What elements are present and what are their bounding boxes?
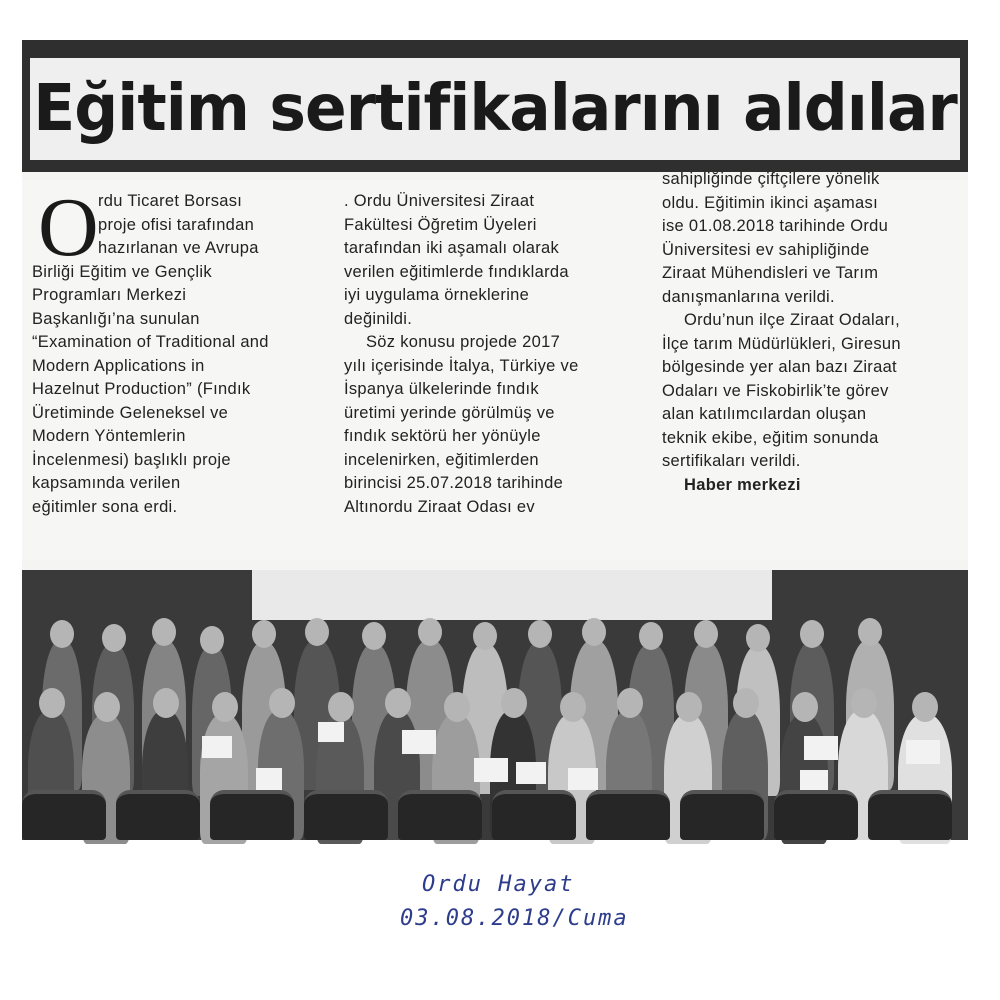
article-line: teknik ekibe, eğitim sonunda (662, 428, 879, 447)
person-head (694, 620, 718, 648)
group-photo (22, 570, 968, 840)
article-line: Hazelnut Production” (Fındık (32, 380, 251, 398)
person-head (385, 688, 411, 718)
article-line: Ziraat Mühendisleri ve Tarım (662, 264, 879, 282)
article-line: oldu. Eğitimin ikinci aşaması (662, 193, 878, 212)
person-head (501, 688, 527, 718)
article-line: eğitimler sona erdi. (32, 497, 178, 516)
article-line: Modern Applications in (32, 356, 205, 375)
person-head (528, 620, 552, 648)
newspaper-clipping (22, 40, 968, 840)
seat (22, 790, 106, 840)
person-head (560, 692, 586, 722)
certificate (516, 762, 546, 784)
article-column-2 (344, 190, 644, 519)
article-line: Üniversitesi ev sahipliğinde (662, 240, 870, 259)
person-head (792, 692, 818, 722)
seat (398, 790, 482, 840)
article-line: incelenirken, eğitimlerden (344, 450, 539, 469)
headline-panel (30, 58, 960, 160)
certificate (804, 736, 838, 760)
article-body (22, 170, 968, 560)
seat (774, 790, 858, 840)
stage-screen (252, 570, 772, 620)
handwritten-publication: Ordu Hayat (422, 872, 575, 897)
article-line: “Examination of Traditional and (32, 333, 269, 351)
person-head (746, 624, 770, 652)
certificate (402, 730, 436, 754)
certificate (474, 758, 508, 782)
seat (116, 790, 200, 840)
person-head (152, 618, 176, 646)
person-head (305, 618, 329, 646)
article-line: Fakültesi Öğretim Üyeleri (344, 215, 537, 234)
seat (586, 790, 670, 840)
byline: Haber merkezi (684, 475, 801, 494)
dropcap-box (32, 181, 102, 274)
article-line: değinildi. (344, 309, 413, 328)
article-line: tarafından iki aşamalı olarak (344, 239, 560, 257)
article-column-3 (662, 168, 962, 497)
article-line: birincisi 25.07.2018 tarihinde (344, 474, 564, 492)
article-line: sertifikaları verildi. (662, 452, 801, 470)
person-head (94, 692, 120, 722)
article-line: Modern Yöntemlerin (32, 427, 186, 445)
person-head (639, 622, 663, 650)
person-head (733, 688, 759, 718)
seat (492, 790, 576, 840)
person-head (39, 688, 65, 718)
person-head (50, 620, 74, 648)
person-head (582, 618, 606, 646)
person-head (269, 688, 295, 718)
dropcap-letter: O (38, 181, 99, 274)
article-line: Altınordu Ziraat Odası ev (344, 497, 535, 516)
article-line: İlçe tarım Müdürlükleri, Giresun (662, 334, 901, 353)
article-line: ise 01.08.2018 tarihinde Ordu (662, 217, 889, 235)
article-line: yılı içerisinde İtalya, Türkiye ve (344, 356, 579, 375)
person-head (444, 692, 470, 722)
person-head (800, 620, 824, 648)
person-head (858, 618, 882, 646)
article-line: rdu Ticaret Borsası (98, 192, 243, 210)
person-head (252, 620, 276, 648)
article-line: Odaları ve Fiskobirlik’te görev (662, 381, 889, 400)
certificate (318, 722, 344, 742)
handwritten-note (400, 868, 700, 936)
article-line: danışmanlarına verildi. (662, 287, 835, 306)
person-head (153, 688, 179, 718)
article-line: Birliği Eğitim ve Gençlik (32, 262, 212, 281)
headline: Eğitim sertifikalarını aldılar (33, 72, 957, 146)
article-line: bölgesinde yer alan bazı Ziraat (662, 358, 897, 376)
person-head (676, 692, 702, 722)
article-line: alan katılımcılardan oluşan (662, 405, 867, 423)
article-line: verilen eğitimlerde fındıklarda (344, 262, 569, 281)
person-head (418, 618, 442, 646)
article-line: Söz konusu projede 2017 (366, 333, 561, 351)
person-head (617, 688, 643, 718)
article-line: Programları Merkezi (32, 286, 187, 304)
headline-bar (22, 40, 968, 172)
article-line: hazırlanan ve Avrupa (98, 239, 259, 257)
article-line: Başkanlığı’na sunulan (32, 309, 200, 328)
person-head (912, 692, 938, 722)
certificate (906, 740, 940, 764)
person-head (328, 692, 354, 722)
article-line: Üretiminde Geleneksel ve (32, 403, 229, 422)
person-head (362, 622, 386, 650)
person-head (473, 622, 497, 650)
article-line: İncelenmesi) başlıklı proje (32, 450, 231, 469)
article-column-1 (32, 181, 332, 519)
auditorium-seats (22, 790, 968, 840)
article-line: fındık sektörü her yönüyle (344, 427, 541, 445)
seat (680, 790, 764, 840)
handwritten-date: 03.08.2018/Cuma (400, 906, 629, 931)
article-line: . Ordu Üniversitesi Ziraat (344, 192, 535, 210)
article-line: sahipliğinde çiftçilere yönelik (662, 170, 880, 188)
person-head (102, 624, 126, 652)
certificate (202, 736, 232, 758)
article-line: üretimi yerinde görülmüş ve (344, 403, 555, 422)
article-line: proje ofisi tarafından (98, 215, 255, 234)
certificate (568, 768, 598, 790)
person-head (851, 688, 877, 718)
person-head (212, 692, 238, 722)
article-line: İspanya ülkelerinde fındık (344, 380, 539, 398)
article-line: Ordu’nun ilçe Ziraat Odaları, (684, 311, 900, 329)
seat (304, 790, 388, 840)
article-line: iyi uygulama örneklerine (344, 286, 530, 304)
article-line: kapsamında verilen (32, 474, 181, 492)
seat (868, 790, 952, 840)
person-head (200, 626, 224, 654)
seat (210, 790, 294, 840)
